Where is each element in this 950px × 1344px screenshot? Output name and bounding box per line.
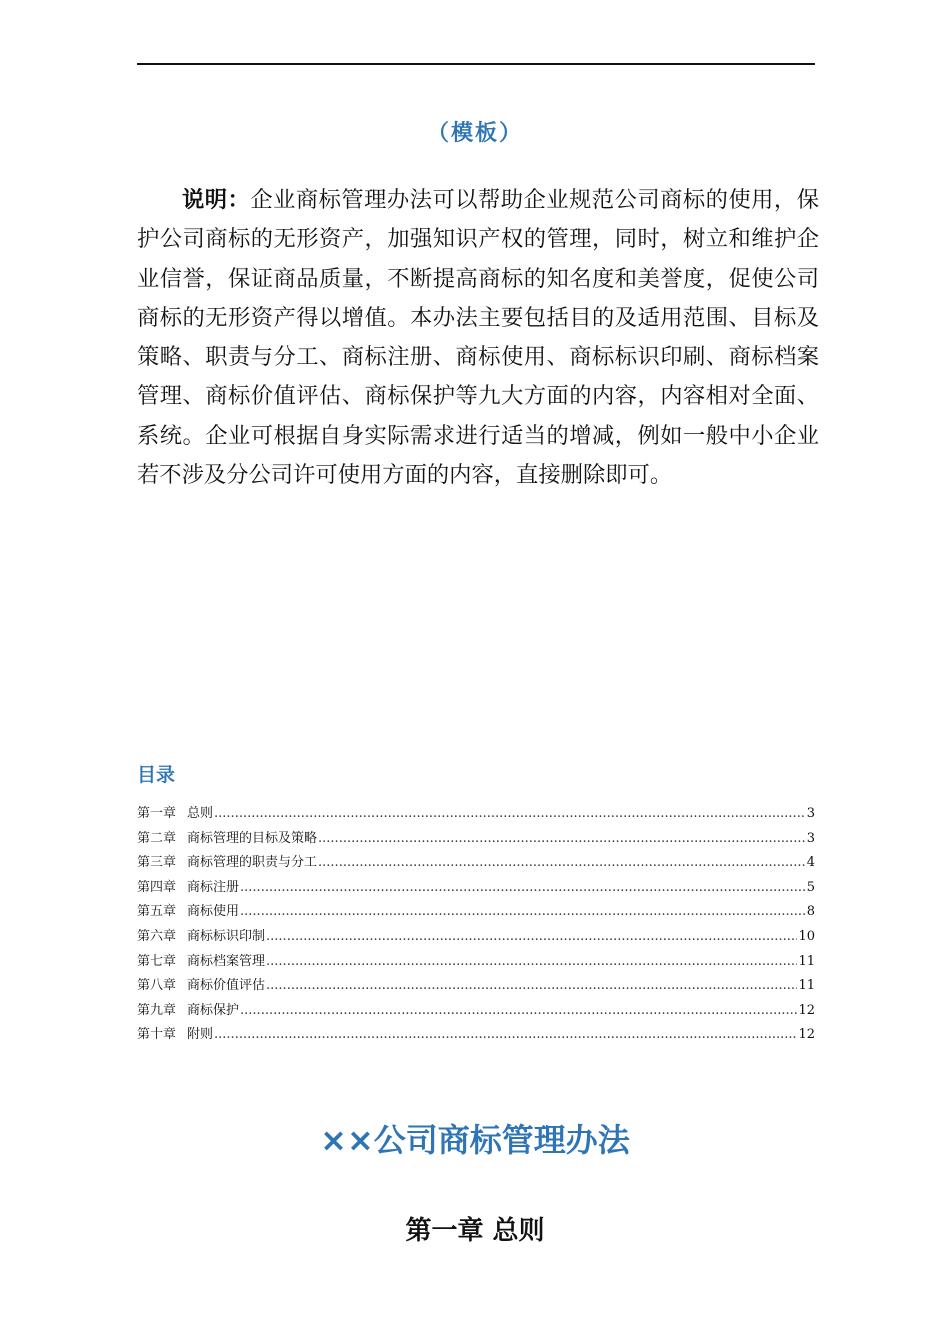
- toc-title: 目录: [137, 764, 176, 786]
- toc-entry-name: 商标档案管理: [187, 953, 266, 969]
- toc-item[interactable]: [137, 827, 815, 852]
- toc-item[interactable]: [137, 974, 815, 999]
- toc-page-number: 8: [806, 904, 815, 920]
- toc-entry-name: 商标注册: [187, 879, 240, 895]
- chapter-heading: 第一章 总则: [405, 1216, 545, 1246]
- toc-chapter: 第十章: [137, 1027, 177, 1043]
- toc-page-number: 4: [806, 855, 815, 871]
- toc-leader-dots: [266, 925, 797, 950]
- description-paragraph: [137, 181, 819, 495]
- toc-entry-name: 商标标识印制: [187, 928, 266, 944]
- toc-page-number: 11: [798, 978, 815, 994]
- header-rule: [137, 63, 815, 65]
- toc-chapter: 第三章: [137, 855, 177, 871]
- description-lead: 说明：: [182, 187, 251, 213]
- toc-leader-dots: [214, 802, 806, 827]
- toc-entry-name: 商标价值评估: [187, 978, 266, 994]
- toc-chapter: 第一章: [137, 806, 177, 821]
- toc-chapter: 第二章: [137, 830, 177, 846]
- toc-page-number: 3: [806, 830, 815, 846]
- document-title: ××公司商标管理办法: [320, 1121, 630, 1159]
- toc-item[interactable]: [137, 851, 815, 876]
- toc-leader-dots: [240, 876, 806, 901]
- table-of-contents: [137, 802, 815, 1048]
- toc-chapter: 第五章: [137, 904, 177, 920]
- toc-item[interactable]: [137, 925, 815, 950]
- toc-entry-name: 商标使用: [187, 904, 240, 920]
- toc-leader-dots: [266, 950, 797, 975]
- toc-leader-dots: [266, 974, 797, 999]
- toc-chapter: 第九章: [137, 1002, 177, 1018]
- toc-leader-dots: [240, 999, 797, 1024]
- toc-leader-dots: [240, 900, 806, 925]
- toc-entry-name: 商标管理的目标及策略: [187, 830, 318, 846]
- toc-page-number: 10: [798, 928, 815, 944]
- toc-page-number: 3: [806, 806, 815, 821]
- toc-item[interactable]: [137, 900, 815, 925]
- toc-leader-dots: [318, 827, 806, 852]
- toc-chapter: 第六章: [137, 928, 177, 944]
- toc-chapter: 第四章: [137, 879, 177, 895]
- toc-entry-name: 附则: [187, 1027, 214, 1043]
- toc-item[interactable]: [137, 950, 815, 975]
- toc-leader-dots: [318, 851, 806, 876]
- toc-page-number: 11: [798, 953, 815, 969]
- toc-page-number: 5: [806, 879, 815, 895]
- toc-chapter: 第七章: [137, 953, 177, 969]
- template-subtitle: （模板）: [426, 121, 523, 146]
- toc-item[interactable]: [137, 1023, 815, 1048]
- toc-page-number: 12: [798, 1002, 815, 1018]
- toc-entry-name: 总则: [187, 806, 214, 821]
- toc-chapter: 第八章: [137, 978, 177, 994]
- toc-page-number: 12: [798, 1027, 815, 1043]
- toc-item[interactable]: [137, 876, 815, 901]
- toc-item[interactable]: [137, 802, 815, 827]
- toc-leader-dots: [214, 1023, 797, 1048]
- toc-item[interactable]: [137, 999, 815, 1024]
- toc-entry-name: 商标保护: [187, 1002, 240, 1018]
- description-body: 企业商标管理办法可以帮助企业规范公司商标的使用，保护公司商标的无形资产，加强知识产权的管理，同时，树立和维护企业信誉，保证商品质量，不断提高商标的知名度和美誉度，促使公司商标的无形资产得以增值。本办法主要包括目的及适用范围、目标及策略、职责与分工、商标注册、商标使用、商标标识印刷、商标档案管理、商标价值评估、商标保护等九大方面的内容，内容相对全面、系统。企业可根据自身实际需求进行适当的增减，例如一般中小企业若不涉及分公司许可使用方面的内容，直接删除即可。: [137, 187, 819, 489]
- toc-entry-name: 商标管理的职责与分工: [187, 855, 318, 871]
